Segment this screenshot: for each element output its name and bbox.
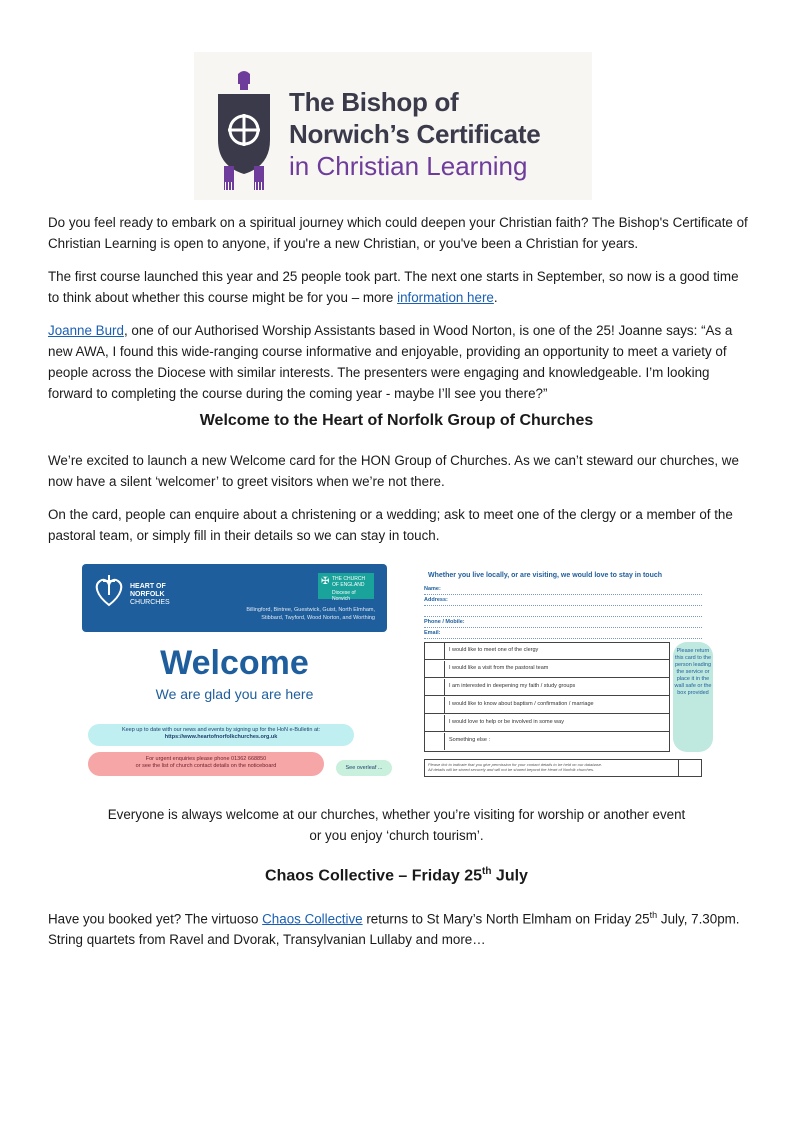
urgent-line-1: For urgent enquiries please phone 01362 668850 <box>145 756 267 762</box>
logo-line-3: in Christian Learning <box>289 151 528 181</box>
form-option-row <box>425 715 669 732</box>
logo-wordmark <box>289 86 540 182</box>
everyone-welcome-line-1: Everyone is always welcome at our churches, whether you’re visiting for worship or another event <box>107 807 686 822</box>
coe-line-1: THE CHURCH <box>332 576 366 582</box>
return-card-note: Please return this card to the person leading the service or place it in the wall safe or the box provided <box>673 642 713 752</box>
form-address-row: Address: <box>424 597 702 606</box>
form-options-table <box>424 642 670 752</box>
option-checkbox <box>425 679 445 696</box>
urgent-enquiries-pill <box>88 752 324 776</box>
crozier-icon <box>216 70 272 192</box>
joanne-burd-link[interactable]: Joanne Burd <box>48 323 124 338</box>
option-label: I would like a visit from the pastoral team <box>449 665 549 671</box>
welcome-paragraph-2: On the card, people can enquire about a christening or a wedding; ask to meet one of the clergy or a member of the pastoral team, or simply fill in their details so we can stay in touch. <box>48 507 733 543</box>
joanne-quote-paragraph <box>48 320 748 404</box>
logo-line-1: The Bishop of <box>289 87 459 117</box>
intro-paragraph-1: Do you feel ready to embark on a spiritual journey which could deepen your Christian faith? The Bishop's Certificate of Christian Learning is open to anyone, if you're a new Christian, or you've been a Christian for years. <box>48 215 748 251</box>
heart-cross-icon <box>92 573 126 609</box>
chaos-heading-text: Chaos Collective – Friday 25 <box>265 867 483 885</box>
coe-line-2: OF ENGLAND <box>332 582 365 588</box>
information-here-link[interactable]: information here <box>397 290 494 305</box>
option-checkbox <box>425 733 445 750</box>
villages-line-2: Stibbard, Twyford, Wood Norton, and Worthing <box>261 615 375 621</box>
form-title: Whether you live locally, or are visiting, we would love to stay in touch <box>428 572 663 579</box>
villages-line-1: Billingford, Bintree, Guestwick, Guist, North Elmham, <box>246 607 375 613</box>
villages-list <box>246 606 375 622</box>
ebulletin-url: https://www.heartofnorfolkchurches.org.uk <box>164 734 278 740</box>
chaos-collective-heading <box>0 866 793 885</box>
consent-line-1: Please tick to indicate that you give permission for your contact details to be held on our database. <box>428 762 603 767</box>
everyone-welcome-line-2: or you enjoy ‘church tourism’. <box>309 828 484 843</box>
form-name-row: Name: <box>424 586 702 595</box>
welcome-paragraph-1: We’re excited to launch a new Welcome card for the HON Group of Churches. As we can’t steward our churches, we now have a silent ‘welcomer’ to greet visitors when we’re not there. <box>48 453 739 489</box>
see-overleaf-pill: See overleaf ... <box>336 760 392 776</box>
hon-line-2: NORFOLK <box>130 591 165 598</box>
card-header-band <box>82 564 387 632</box>
ebulletin-pill <box>88 724 354 746</box>
form-address-row-2 <box>424 608 702 617</box>
form-option-row <box>425 643 669 660</box>
consent-line-2: All details will be stored securely and will not be shared beyond the Heart of Norfolk churches. <box>428 767 595 772</box>
chaos-collective-paragraph <box>48 905 748 950</box>
option-checkbox <box>425 715 445 732</box>
welcome-card-back <box>418 566 714 782</box>
option-checkbox <box>425 661 445 678</box>
form-email-row: Email: <box>424 630 702 639</box>
consent-text <box>428 762 678 772</box>
chaos-p-sup: th <box>649 910 658 920</box>
chaos-collective-link[interactable]: Chaos Collective <box>262 911 363 927</box>
chaos-p-line-2: String quartets from Ravel and Dvorak, Transylvanian Lullaby and more… <box>48 932 486 948</box>
option-label: I would like to know about baptism / confirmation / marriage <box>449 701 594 707</box>
option-checkbox <box>425 643 445 660</box>
intro-p2-text: The first course launched this year and 25 people took part. The next one starts in September, so now is a good time to think about whether this course might be for you – more <box>48 269 739 305</box>
chaos-heading-month: July <box>491 867 528 885</box>
intro-paragraph-2 <box>48 266 748 308</box>
chaos-p-pre: Have you booked yet? The virtuoso <box>48 911 263 927</box>
option-checkbox <box>425 697 445 714</box>
consent-checkbox <box>678 760 701 776</box>
welcome-section-heading: Welcome to the Heart of Norfolk Group of Churches <box>199 412 594 429</box>
form-option-row <box>425 733 669 750</box>
urgent-line-2: or see the list of church contact details on the noticeboard <box>135 763 277 769</box>
coe-diocese: Diocese of Norwich <box>332 590 356 602</box>
ebulletin-text: Keep up to date with our news and events by signing up for the HoN e-Bulletin at: <box>121 727 321 733</box>
option-label: I am interested in deepening my faith / study groups <box>449 683 576 689</box>
card-welcome-subtitle: We are glad you are here <box>155 686 314 702</box>
hon-line-3: CHURCHES <box>130 599 170 606</box>
chaos-heading-sup: th <box>482 866 492 877</box>
coe-cross-icon: ✠ <box>321 576 330 587</box>
option-label: I would love to help or be involved in some way <box>449 719 564 725</box>
logo-line-2: Norwich’s Certificate <box>289 119 541 149</box>
joanne-quote-text: , one of our Authorised Worship Assistants based in Wood Norton, is one of the 25! Joanne says: “As a new AWA, I found this wide-ranging course informative and enjoyable, providing an opportunity to meet a variety of people across the Diocese with similar interests. The presenters were engaging and knowledgeable. I’m looking forward to completing the course during the coming year - maybe I’ll see you there?” <box>48 323 733 401</box>
coe-name <box>332 576 365 588</box>
chaos-p-mid: returns to St Mary’s North Elmham on Friday 25 <box>362 911 650 927</box>
welcome-card-front <box>82 564 387 779</box>
form-phone-row: Phone / Mobile: <box>424 619 702 628</box>
hon-line-1: HEART OF <box>130 583 166 590</box>
card-welcome-title: Welcome <box>160 644 309 682</box>
consent-box <box>424 759 702 777</box>
bishops-certificate-logo <box>194 52 592 200</box>
form-option-row <box>425 679 669 696</box>
form-option-row <box>425 697 669 714</box>
form-option-row <box>425 661 669 678</box>
hon-wordmark <box>130 583 170 607</box>
church-of-england-logo <box>318 573 374 602</box>
chaos-p-post: July, 7.30pm. <box>657 911 740 927</box>
intro-p2-end: . <box>493 290 498 305</box>
option-label: Something else : <box>449 737 490 743</box>
option-label: I would like to meet one of the clergy <box>449 647 539 653</box>
